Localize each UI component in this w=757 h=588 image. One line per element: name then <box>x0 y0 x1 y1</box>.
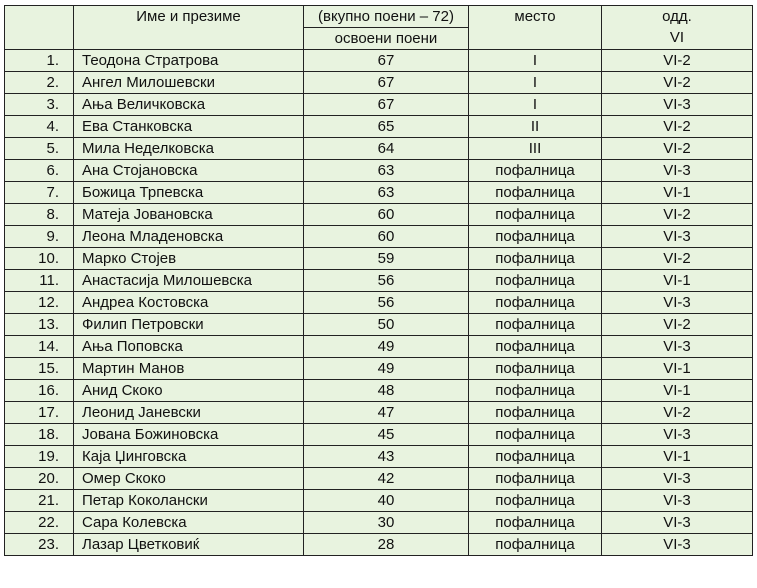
place-award: I <box>469 94 602 116</box>
points-earned: 56 <box>304 292 469 314</box>
table-row <box>5 182 753 204</box>
student-name: Матеја Јовановска <box>74 204 304 226</box>
results-body <box>5 50 753 556</box>
class-section: VI-2 <box>602 248 753 270</box>
points-earned: 60 <box>304 226 469 248</box>
row-number: 10. <box>5 248 74 270</box>
place-award: пофалница <box>469 292 602 314</box>
class-section: VI-3 <box>602 424 753 446</box>
class-section: VI-1 <box>602 358 753 380</box>
points-earned: 43 <box>304 446 469 468</box>
student-name: Теодона Стратрова <box>74 50 304 72</box>
header-class <box>602 6 753 50</box>
student-name: Петар Коколански <box>74 490 304 512</box>
place-award: пофалница <box>469 534 602 556</box>
place-award: пофалница <box>469 512 602 534</box>
row-number: 7. <box>5 182 74 204</box>
table-row <box>5 116 753 138</box>
place-award: пофалница <box>469 402 602 424</box>
student-name: Ања Поповска <box>74 336 304 358</box>
table-row <box>5 314 753 336</box>
class-section: VI-1 <box>602 446 753 468</box>
table-row <box>5 358 753 380</box>
points-earned: 67 <box>304 50 469 72</box>
points-earned: 45 <box>304 424 469 446</box>
table-row <box>5 468 753 490</box>
class-section: VI-3 <box>602 160 753 182</box>
row-number: 1. <box>5 50 74 72</box>
student-name: Ангел Милошевски <box>74 72 304 94</box>
class-section: VI-2 <box>602 204 753 226</box>
row-number: 9. <box>5 226 74 248</box>
points-earned: 67 <box>304 94 469 116</box>
row-number: 4. <box>5 116 74 138</box>
class-section: VI-3 <box>602 336 753 358</box>
table-row <box>5 380 753 402</box>
points-earned: 56 <box>304 270 469 292</box>
table-row <box>5 490 753 512</box>
class-section: VI-2 <box>602 116 753 138</box>
place-award: пофалница <box>469 468 602 490</box>
place-award: II <box>469 116 602 138</box>
student-name: Божица Трпевска <box>74 182 304 204</box>
place-award: пофалница <box>469 270 602 292</box>
place-award: пофалница <box>469 336 602 358</box>
table-row <box>5 402 753 424</box>
row-number: 6. <box>5 160 74 182</box>
row-number: 20. <box>5 468 74 490</box>
student-name: Јована Божиновска <box>74 424 304 446</box>
student-name: Анид Скоко <box>74 380 304 402</box>
place-award: I <box>469 72 602 94</box>
student-name: Лазар Цветковиќ <box>74 534 304 556</box>
table-row <box>5 72 753 94</box>
class-section: VI-3 <box>602 94 753 116</box>
place-award: пофалница <box>469 490 602 512</box>
row-number: 22. <box>5 512 74 534</box>
row-number: 3. <box>5 94 74 116</box>
points-earned: 50 <box>304 314 469 336</box>
table-row <box>5 270 753 292</box>
points-earned: 59 <box>304 248 469 270</box>
row-number: 2. <box>5 72 74 94</box>
class-section: VI-1 <box>602 380 753 402</box>
table-row <box>5 336 753 358</box>
table-row <box>5 226 753 248</box>
points-earned: 63 <box>304 160 469 182</box>
points-earned: 42 <box>304 468 469 490</box>
class-section: VI-2 <box>602 138 753 160</box>
place-award: пофалница <box>469 204 602 226</box>
student-name: Ања Величковска <box>74 94 304 116</box>
table-row <box>5 292 753 314</box>
class-section: VI-3 <box>602 512 753 534</box>
row-number: 12. <box>5 292 74 314</box>
student-name: Леонид Јаневски <box>74 402 304 424</box>
points-earned: 30 <box>304 512 469 534</box>
student-name: Ева Станковска <box>74 116 304 138</box>
class-section: VI-2 <box>602 72 753 94</box>
row-number: 16. <box>5 380 74 402</box>
points-earned: 65 <box>304 116 469 138</box>
row-number: 11. <box>5 270 74 292</box>
points-earned: 67 <box>304 72 469 94</box>
student-name: Филип Петровски <box>74 314 304 336</box>
points-earned: 49 <box>304 336 469 358</box>
student-name: Леона Младеновска <box>74 226 304 248</box>
header-row <box>5 6 753 28</box>
student-name: Марко Стојев <box>74 248 304 270</box>
row-number: 5. <box>5 138 74 160</box>
table-row <box>5 50 753 72</box>
student-name: Анастасија Милошевска <box>74 270 304 292</box>
header-class-line2: VI <box>669 29 685 46</box>
points-earned: 49 <box>304 358 469 380</box>
table-row <box>5 138 753 160</box>
row-number: 17. <box>5 402 74 424</box>
table-row <box>5 94 753 116</box>
row-number: 13. <box>5 314 74 336</box>
results-table <box>4 5 753 556</box>
class-section: VI-1 <box>602 182 753 204</box>
row-number: 8. <box>5 204 74 226</box>
place-award: пофалница <box>469 226 602 248</box>
student-name: Каја Џинговска <box>74 446 304 468</box>
header-total-points: (вкупно поени – 72) <box>304 6 469 28</box>
place-award: пофалница <box>469 446 602 468</box>
table-row <box>5 424 753 446</box>
row-number: 15. <box>5 358 74 380</box>
class-section: VI-3 <box>602 490 753 512</box>
place-award: I <box>469 50 602 72</box>
table-row <box>5 160 753 182</box>
points-earned: 60 <box>304 204 469 226</box>
row-number: 19. <box>5 446 74 468</box>
header-place: место <box>469 6 602 50</box>
class-section: VI-3 <box>602 226 753 248</box>
student-name: Омер Скоко <box>74 468 304 490</box>
student-name: Мила Неделковска <box>74 138 304 160</box>
header-number-cell <box>5 6 74 50</box>
points-earned: 48 <box>304 380 469 402</box>
student-name: Андреа Костовска <box>74 292 304 314</box>
place-award: пофалница <box>469 358 602 380</box>
row-number: 18. <box>5 424 74 446</box>
class-section: VI-3 <box>602 292 753 314</box>
row-number: 21. <box>5 490 74 512</box>
place-award: пофалница <box>469 160 602 182</box>
student-name: Ана Стојановска <box>74 160 304 182</box>
class-section: VI-1 <box>602 270 753 292</box>
row-number: 23. <box>5 534 74 556</box>
place-award: пофалница <box>469 424 602 446</box>
place-award: III <box>469 138 602 160</box>
class-section: VI-3 <box>602 468 753 490</box>
header-class-line1: одд. <box>662 8 692 25</box>
points-earned: 64 <box>304 138 469 160</box>
table-row <box>5 534 753 556</box>
class-section: VI-2 <box>602 50 753 72</box>
table-row <box>5 512 753 534</box>
place-award: пофалница <box>469 248 602 270</box>
table-row <box>5 446 753 468</box>
table-row <box>5 248 753 270</box>
place-award: пофалница <box>469 314 602 336</box>
points-earned: 47 <box>304 402 469 424</box>
row-number: 14. <box>5 336 74 358</box>
class-section: VI-2 <box>602 314 753 336</box>
points-earned: 28 <box>304 534 469 556</box>
points-earned: 63 <box>304 182 469 204</box>
header-earned-points: освоени поени <box>304 28 469 50</box>
header-name: Име и презиме <box>74 6 304 50</box>
points-earned: 40 <box>304 490 469 512</box>
place-award: пофалница <box>469 182 602 204</box>
student-name: Мартин Манов <box>74 358 304 380</box>
place-award: пофалница <box>469 380 602 402</box>
class-section: VI-2 <box>602 402 753 424</box>
student-name: Сара Колевска <box>74 512 304 534</box>
class-section: VI-3 <box>602 534 753 556</box>
table-row <box>5 204 753 226</box>
